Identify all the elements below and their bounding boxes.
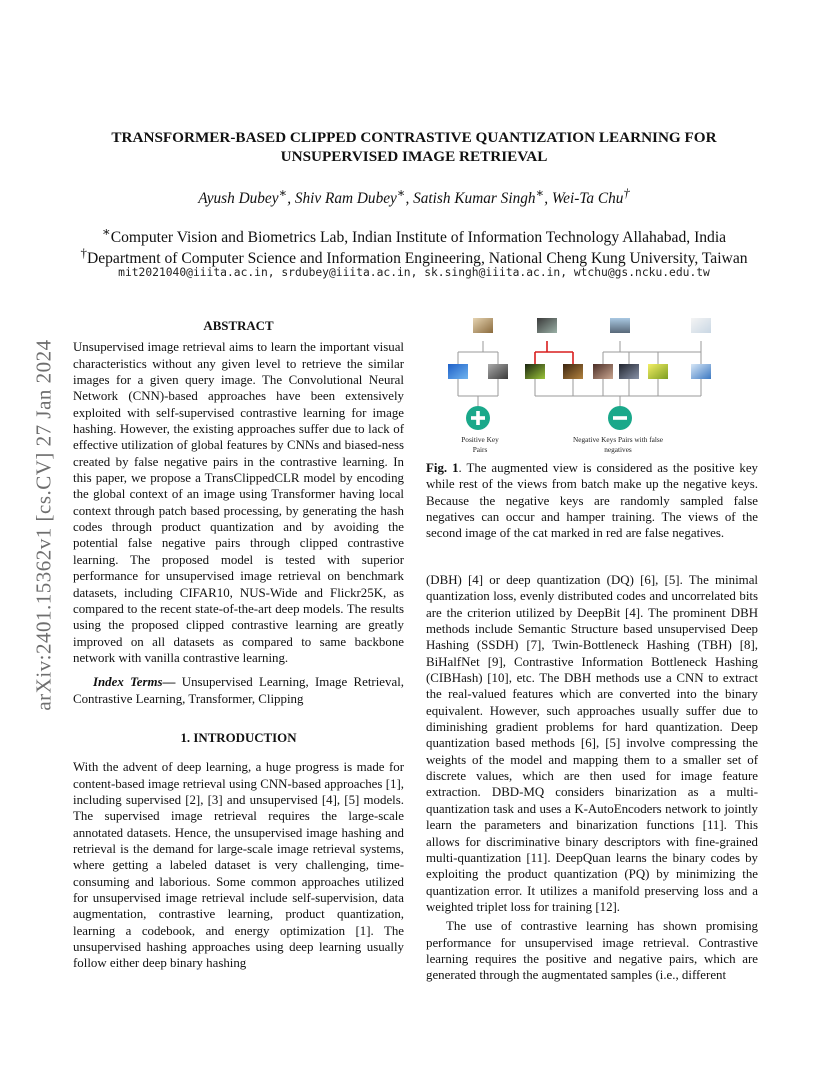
- paper-title: [70, 128, 758, 166]
- introduction-text: With the advent of deep learning, a huge progress is made for content-based image retrieval using CNN-based approaches [1], including supervised [2], [3] and unsupervised [4], [5] models. The supervised image retrieval requires the large-scale annotated datasets. Hence, the unsupervised image hashing and retrieval is the demand for large-scale image retrieval systems, where getting a labeled dataset is very challenging, time-consuming and laborious. Some common approaches utilized for unsupervised image retrieval include self-supervision, data augmentation, contrastive learning, product quantization, learning a codebook, and energy optimization [1]. The unsupervised hashing approaches using deep learning usually follow either deep binary hashing: [73, 760, 404, 971]
- index-terms-text: Unsupervised Learning, Image Retrieval, Contrastive Learning, Transformer, Clipping: [73, 675, 404, 706]
- caption-label: Fig. 1: [426, 461, 459, 475]
- negative-label-line-2: negatives: [604, 445, 632, 454]
- aggregation-lines: [458, 376, 701, 406]
- plus-icon: [466, 406, 490, 430]
- author-separator: ,: [287, 190, 295, 208]
- author-mark: ∗: [278, 186, 288, 200]
- augmented-view: [448, 364, 468, 379]
- augmented-view: [648, 364, 668, 379]
- anchor-image-3: [610, 318, 630, 333]
- introduction-heading: 1. INTRODUCTION: [180, 730, 297, 745]
- right-column: [426, 572, 758, 984]
- false-negative-view: [563, 364, 583, 379]
- right-column-paragraph-2: The use of contrastive learning has shown promising performance for unsupervised image retrieval. Contrastive learning requires the positive and negative pairs, which are generated through the augmentated samples (i.e., different: [426, 919, 758, 983]
- author-mark: ∗: [535, 186, 545, 200]
- false-negative-view: [525, 364, 545, 379]
- title-line-2: UNSUPERVISED IMAGE RETRIEVAL: [280, 148, 548, 165]
- index-terms-label: Index Terms—: [93, 675, 176, 690]
- author-separator: ,: [405, 190, 414, 208]
- right-column-paragraph-1: (DBH) [4] or deep quantization (DQ) [6], [5]. The minimal quantization loss, evenly distributed codes and uncorrelated bits are the criterion utilized by DeepBit [4]. The prominent DBH methods include Semantic Structure based unsupervised Deep Hashing (SSDH) [7], Twin-Bottleneck Hashing (TBH) [8], BiHalfNet [9], Contrastive Information Bottleneck Hashing (CIBHash) [10], etc. The DBH methods use a CNN to extract the real-valued features which are converted into the binary equivalent. However, such approaches usually suffer due to diminishing gradient problems for hard quantization. Deep quantization based methods [6], [5] involve compressing the weights of the model and mapping them to a smaller set of discrete values, which are then used for image feature extraction. DBD-MQ considers binarization as a multi-quantization task and uses a K-AutoEncoders network to jointly learn the parameters and binarization functions [11]. This allows for discriminative binary descriptors with fine-grained multi-quantization [11]. DeepQuan learns the binary codes by exploiting the product quantization (PQ) by minimizing the quantization error. It utilizes a manifold preserving loss and a weighted triplet loss for training [12].: [426, 573, 758, 914]
- figure-1: [440, 312, 756, 460]
- title-line-1: TRANSFORMER-BASED CLIPPED CONTRASTIVE QUANTIZATION LEARNING FOR: [111, 129, 717, 146]
- affiliation-text: Department of Computer Science and Information Engineering, National Cheng Kung University, Taiwan: [86, 250, 748, 268]
- augmented-view: [593, 364, 613, 379]
- left-column: [73, 318, 404, 972]
- false-negative-lines: [535, 341, 573, 364]
- author-name: Satish Kumar Singh: [413, 190, 536, 208]
- positive-label-line-2: Pairs: [472, 445, 488, 454]
- affiliation-text: Computer Vision and Biometrics Lab, Indian Institute of Information Technology Allahabad, India: [110, 229, 727, 247]
- index-terms: [73, 674, 404, 707]
- anchor-image-2: [537, 318, 557, 333]
- author-mark: †: [623, 186, 630, 200]
- augmented-view: [619, 364, 639, 379]
- augmented-view: [691, 364, 711, 379]
- caption-text: . The augmented view is considered as the positive key while rest of the views from batch make up the negative keys. Because the negative keys are randomly sampled false negatives can occur and hamper training. The views of the second image of the cat marked in red are false negatives.: [426, 461, 758, 541]
- positive-label-line-1: Positive Key: [461, 435, 499, 444]
- author-name: Wei-Ta Chu: [551, 190, 624, 208]
- author-name: Shiv Ram Dubey: [294, 190, 397, 208]
- author-emails: mit2021040@iiita.ac.in, srdubey@iiita.ac.in, sk.singh@iiita.ac.in, wtchu@gs.ncku.edu.tw: [118, 266, 710, 279]
- author-name: Ayush Dubey: [198, 190, 279, 208]
- augmented-view: [488, 364, 508, 379]
- connector-lines: [458, 341, 701, 364]
- arxiv-identifier: arXiv:2401.15362v1 [cs.CV] 27 Jan 2024: [31, 339, 56, 711]
- figure-diagram: [440, 312, 756, 460]
- anchor-image-4: [691, 318, 711, 333]
- abstract-text: Unsupervised image retrieval aims to learn the important visual characteristics without any given level to retrieve the similar images for a given query image. The Convolutional Neural Network (CNN)-based approaches have been extensively exploited with self-supervised contrastive learning for image hashing. However, the existing approaches suffer due to lack of effective utilization of global features by CNNs and biased-ness created by false negative pairs in the contrastive learning. In this paper, we propose a TransClippedCLR model by encoding the global context of an image using Transformer having local context through patch based processing, by generating the hash codes through product quantization and by avoiding the potential false negative pairs through clipped contrastive learning. The proposed model is tested with superior performance for unsupervised image retrieval on benchmark datasets, including CIFAR10, NUS-Wide and Flickr25K, as compared to the recent state-of-the-art deep models. The results using the proposed clipped contrastive learning are greatly improved on all datasets as compared to same backbone network with vanilla contrastive learning.: [73, 340, 404, 665]
- author-list: [70, 186, 758, 208]
- minus-icon: [608, 406, 632, 430]
- arxiv-side-stamp: [22, 290, 66, 760]
- author-mark: ∗: [396, 186, 406, 200]
- author-separator: ,: [544, 190, 552, 208]
- anchor-images: [473, 318, 711, 333]
- affiliation-mark: ∗: [101, 224, 111, 239]
- affiliation-mark: †: [80, 245, 87, 260]
- figure-1-caption: [426, 460, 758, 541]
- anchor-image-1: [473, 318, 493, 333]
- abstract-heading: ABSTRACT: [203, 319, 274, 333]
- negative-label-line-1: Negative Keys Pairs with false: [573, 435, 663, 444]
- augmented-views: [448, 364, 711, 379]
